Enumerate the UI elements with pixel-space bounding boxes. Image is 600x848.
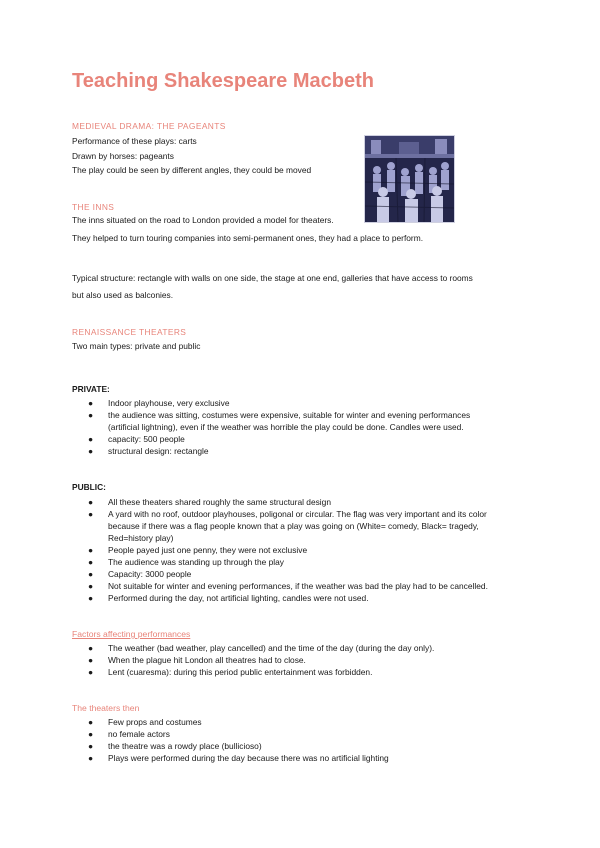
section-heading-theaters-then: The theaters then bbox=[72, 703, 140, 713]
list-item: ● Indoor playhouse, very exclusive bbox=[88, 398, 230, 408]
bullet-icon: ● bbox=[88, 569, 94, 579]
text-line: The inns situated on the road to London provided a model for theaters. bbox=[72, 215, 334, 225]
text-line: They helped to turn touring companies into semi-permanent ones, they had a place to perform. bbox=[72, 233, 424, 243]
list-item: ● Capacity: 3000 people bbox=[88, 569, 192, 579]
illustration-svg bbox=[365, 136, 454, 222]
text-line: Performance of these plays: carts bbox=[72, 136, 197, 146]
text-line: Drawn by horses: pageants bbox=[72, 151, 174, 161]
bullet-icon: ● bbox=[88, 398, 94, 408]
bullet-icon: ● bbox=[88, 741, 94, 751]
list-item: ● no female actors bbox=[88, 729, 170, 739]
section-heading-renaissance: RENAISSANCE THEATERS bbox=[72, 327, 187, 337]
bullet-icon: ● bbox=[88, 717, 94, 727]
bullet-icon: ● bbox=[88, 643, 94, 653]
bullet-icon: ● bbox=[88, 581, 94, 591]
list-item: ● Plays were performed during the day because there was no artificial lighting bbox=[88, 753, 389, 763]
list-item: ● When the plague hit London all theatres had to close. bbox=[88, 655, 306, 665]
bullet-icon: ● bbox=[88, 655, 94, 665]
text-line: but also used as balconies. bbox=[72, 290, 174, 300]
bullet-icon: ● bbox=[88, 593, 94, 603]
list-item: ● the audience was sitting, costumes were expensive, suitable for winter and evening performances (artificial lightning), even if the weather was horrible the play could be done. Candles were used. bbox=[88, 410, 471, 432]
engraving-illustration-icon bbox=[364, 135, 455, 223]
bullet-icon: ● bbox=[88, 410, 94, 420]
bullet-icon: ● bbox=[88, 667, 94, 677]
text-line: Typical structure: rectangle with walls on one side, the stage at one end, galleries that have access to rooms bbox=[72, 273, 473, 283]
bullet-icon: ● bbox=[88, 729, 94, 739]
bullet-icon: ● bbox=[88, 434, 94, 444]
text-line: The play could be seen by different angles, they could be moved bbox=[72, 165, 312, 175]
bullet-icon: ● bbox=[88, 446, 94, 456]
list-item: ● People payed just one penny, they were not exclusive bbox=[88, 545, 308, 555]
section-heading-inns: THE INNS bbox=[72, 202, 115, 212]
list-item: ● Not suitable for winter and evening performances, if the weather was bad the play had to be cancelled. bbox=[88, 581, 488, 591]
list-item: ● A yard with no roof, outdoor playhouses, poligonal or circular. The flag was very important and its color because if there was a flag people known that a play was going on (White= comedy, Black= tragedy, Red=history play) bbox=[88, 509, 487, 543]
list-item: ● Performed during the day, not artificial lighting, candles were not used. bbox=[88, 593, 369, 603]
private-list bbox=[72, 397, 532, 457]
public-heading: PUBLIC: bbox=[72, 482, 106, 492]
list-item: ● capacity: 500 people bbox=[88, 434, 185, 444]
public-list bbox=[72, 496, 532, 604]
bullet-icon: ● bbox=[88, 509, 94, 519]
factors-list bbox=[72, 642, 532, 678]
list-item: ● structural design: rectangle bbox=[88, 446, 209, 456]
bullet-icon: ● bbox=[88, 497, 94, 507]
bullet-icon: ● bbox=[88, 753, 94, 763]
page-title: Teaching Shakespeare Macbeth bbox=[72, 70, 374, 92]
list-item: ● The weather (bad weather, play cancelled) and the time of the day (during the day only). bbox=[88, 643, 435, 653]
list-item: ● the theatre was a rowdy place (bullicioso) bbox=[88, 741, 262, 751]
list-item: ● Few props and costumes bbox=[88, 717, 202, 727]
section-heading-medieval: MEDIEVAL DRAMA: THE PAGEANTS bbox=[72, 121, 226, 131]
bullet-icon: ● bbox=[88, 557, 94, 567]
theaters-then-list bbox=[72, 716, 532, 764]
list-item: ● All these theaters shared roughly the same structural design bbox=[88, 497, 331, 507]
list-item: ● Lent (cuaresma): during this period public entertainment was forbidden. bbox=[88, 667, 373, 677]
section-heading-factors: Factors affecting performances bbox=[72, 629, 191, 639]
bullet-icon: ● bbox=[88, 545, 94, 555]
text-line: Two main types: private and public bbox=[72, 341, 201, 351]
list-item: ● The audience was standing up through the play bbox=[88, 557, 284, 567]
private-heading: PRIVATE: bbox=[72, 384, 110, 394]
